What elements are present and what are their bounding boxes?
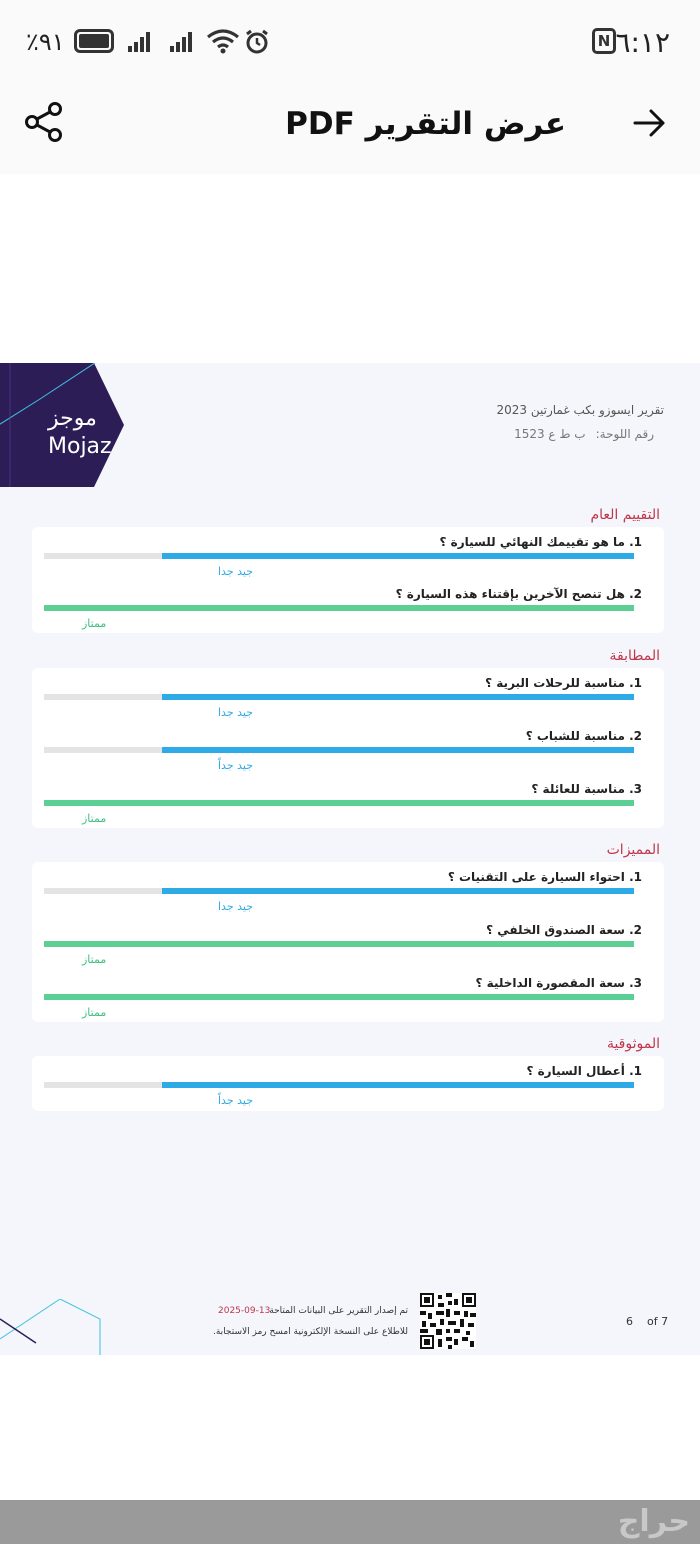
- page-total: of 7: [647, 1315, 669, 1328]
- question-label: 2. مناسبة للشباب ؟: [525, 729, 642, 743]
- footer-scan-text: للاطلاع على النسخة الإلكترونية امسح رمز الاستجابة.: [213, 1327, 408, 1337]
- rating-bar-fill: [162, 1082, 634, 1088]
- question-label: 1. مناسبة للرحلات البرية ؟: [485, 676, 642, 690]
- rating-label: ممتاز: [82, 1006, 107, 1019]
- section-card-features: [32, 862, 664, 1022]
- rating-bar: [44, 694, 634, 700]
- footer-issued-text: تم إصدار التقرير على البيانات المتاحة: [269, 1306, 408, 1316]
- back-arrow-icon[interactable]: [632, 106, 666, 140]
- logo-en-text: Mojaz: [48, 434, 112, 459]
- section-card-general: [32, 527, 664, 633]
- wifi-icon: [206, 28, 240, 54]
- section-title-suitability: المطابقة: [609, 648, 660, 664]
- rating-bar: [44, 941, 634, 947]
- signal-icon-2: [170, 30, 198, 52]
- rating-label: جيد جدا: [218, 900, 254, 913]
- rating-bar: [44, 994, 634, 1000]
- rating-label: ممتاز: [82, 812, 107, 825]
- question-label: 3. مناسبة للعائلة ؟: [531, 782, 642, 796]
- plate-value: ب ط ع 1523: [514, 427, 586, 441]
- rating-label: جيد جدا: [218, 565, 254, 578]
- rating-bar: [44, 888, 634, 894]
- question-label: 1. أعطال السيارة ؟: [526, 1064, 642, 1078]
- report-title: تقرير ايسوزو بكب غمارتين 2023: [496, 403, 664, 417]
- rating-label: جيد جدا: [218, 706, 254, 719]
- signal-icon: [128, 30, 156, 52]
- question-label: 1. ما هو تقييمك النهائي للسيارة ؟: [439, 535, 642, 549]
- rating-bar: [44, 800, 634, 806]
- bottom-bar: [0, 1500, 700, 1544]
- plate-row: [514, 427, 664, 441]
- rating-bar: [44, 1082, 634, 1088]
- page-title: عرض التقرير PDF: [285, 106, 566, 142]
- watermark: حراج: [617, 1504, 690, 1539]
- section-card-reliability: [32, 1056, 664, 1111]
- question-label: 1. احتواء السيارة على التقنيات ؟: [447, 870, 642, 884]
- nfc-icon: N: [592, 28, 616, 54]
- section-title-reliability: الموثوقية: [606, 1036, 660, 1052]
- rating-bar-fill: [44, 605, 634, 611]
- question-label: 3. سعة المقصورة الداخلية ؟: [475, 976, 642, 990]
- question-label: 2. هل تنصح الآخرين بإقتناء هذه السيارة ؟: [395, 587, 642, 601]
- page-current: 6: [626, 1315, 633, 1328]
- rating-bar-fill: [44, 994, 634, 1000]
- rating-bar-fill: [162, 553, 634, 559]
- rating-label: جيد جداً: [218, 1094, 254, 1107]
- rating-bar: [44, 553, 634, 559]
- rating-label: جيد جداً: [218, 759, 254, 772]
- rating-bar: [44, 747, 634, 753]
- footer-decoration: [0, 1299, 110, 1355]
- rating-bar-fill: [162, 694, 634, 700]
- section-title-features: المميزات: [606, 842, 660, 858]
- section-card-suitability: [32, 668, 664, 828]
- rating-label: ممتاز: [82, 953, 107, 966]
- logo-ar-text: موجز: [48, 406, 97, 431]
- clock: ٦:١٢: [615, 26, 670, 59]
- app-bar: [0, 84, 700, 174]
- plate-label: رقم اللوحة:: [595, 427, 654, 441]
- alarm-icon: [244, 29, 270, 55]
- page-indicator: [626, 1315, 668, 1328]
- status-bar: [0, 0, 700, 84]
- question-label: 2. سعة الصندوق الخلفي ؟: [486, 923, 642, 937]
- section-title-general: التقييم العام: [590, 507, 660, 523]
- pdf-page-viewer[interactable]: [0, 363, 700, 1355]
- rating-label: ممتاز: [82, 617, 107, 630]
- battery-percent: ٪٩١: [26, 28, 65, 56]
- rating-bar-fill: [162, 747, 634, 753]
- rating-bar-fill: [162, 888, 634, 894]
- rating-bar-fill: [44, 941, 634, 947]
- qr-code: [420, 1293, 476, 1349]
- share-icon[interactable]: [24, 102, 64, 142]
- footer-date: 2025-09-13: [218, 1306, 271, 1316]
- rating-bar-fill: [44, 800, 634, 806]
- rating-bar: [44, 605, 634, 611]
- battery-icon: [74, 29, 114, 53]
- mojaz-logo: [0, 363, 130, 487]
